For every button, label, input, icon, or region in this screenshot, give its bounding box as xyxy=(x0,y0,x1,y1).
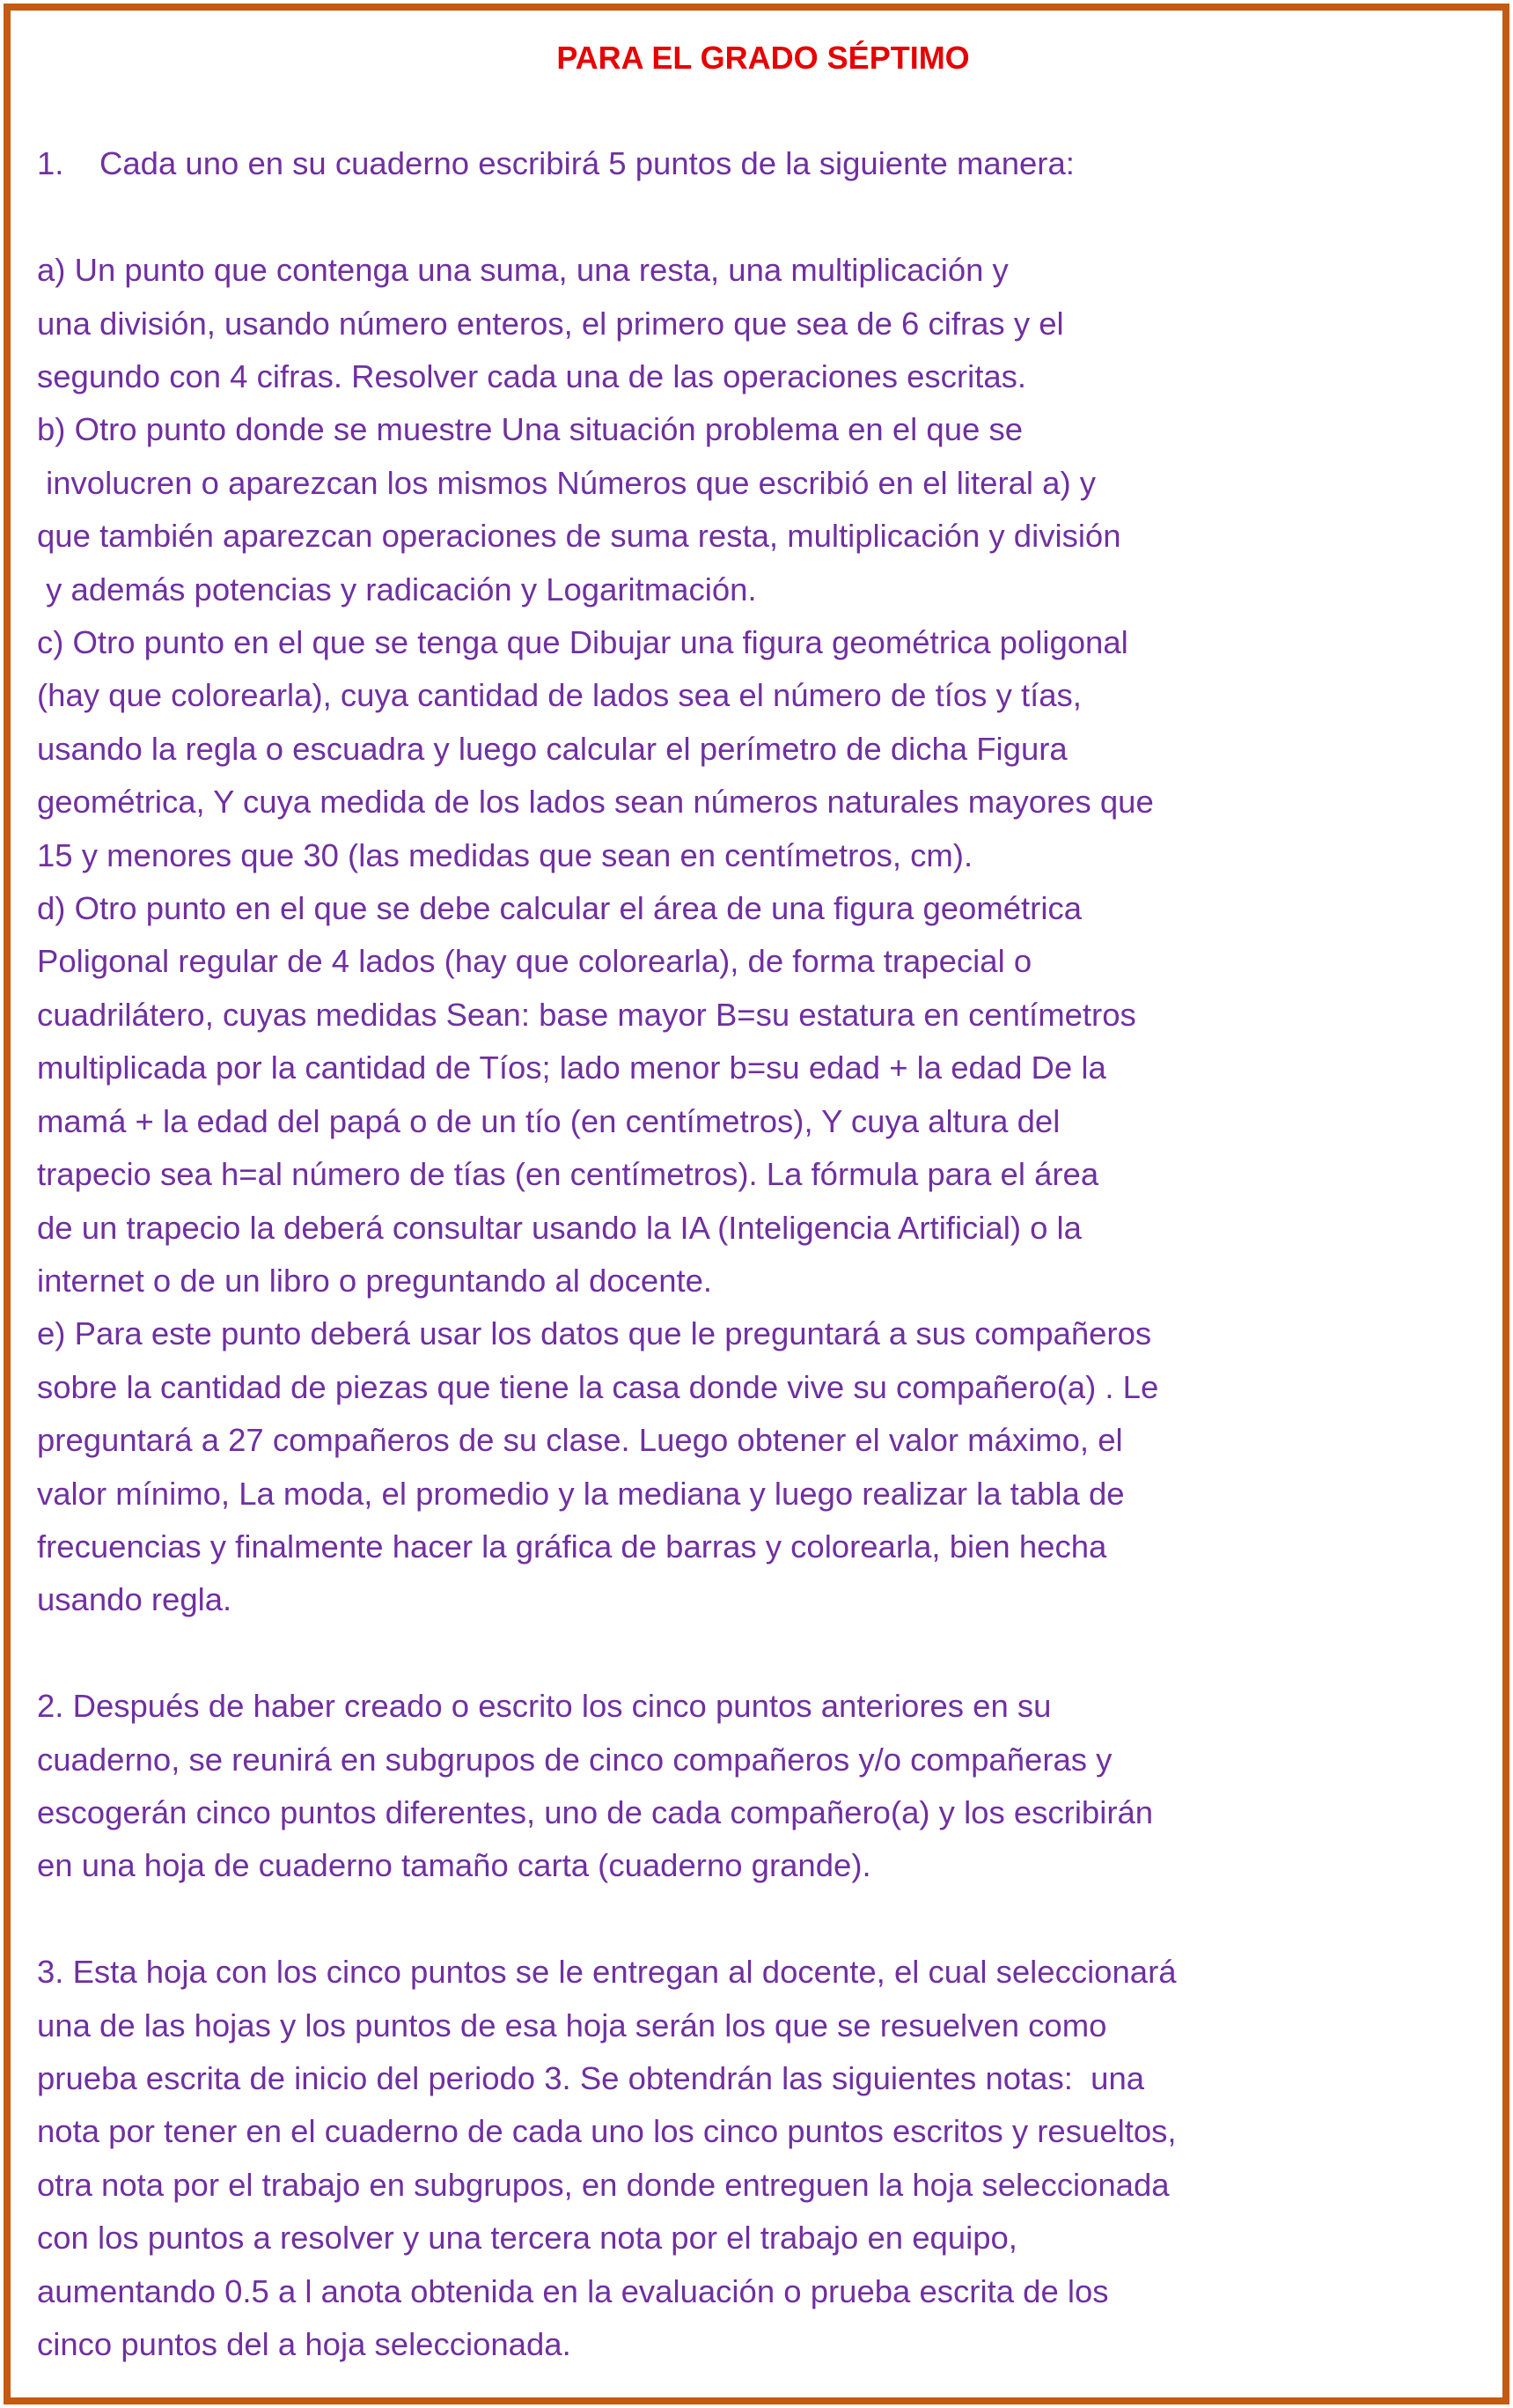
text-line: una de las hojas y los puntos de esa hoja serán los que se resuelven como xyxy=(37,2007,1107,2043)
text-line: en una hoja de cuaderno tamaño carta (cuaderno grande). xyxy=(37,1847,871,1884)
text-line: d) Otro punto en el que se debe calcular el área de una figura geométrica xyxy=(37,890,1082,927)
text-line: 2. Después de haber creado o escrito los cinco puntos anteriores en su xyxy=(37,1688,1052,1725)
spacer xyxy=(37,1627,1489,1680)
text-line: y además potencias y radicación y Logaritmación. xyxy=(37,571,757,608)
text-line: Poligonal regular de 4 lados (hay que colorearla), de forma trapecial o xyxy=(37,943,1032,980)
spacer xyxy=(37,85,1489,137)
item-1b xyxy=(37,403,1489,616)
document-frame xyxy=(4,4,1509,2404)
spacer xyxy=(37,191,1489,244)
document-body xyxy=(37,32,1489,2371)
text-line: b) Otro punto donde se muestre Una situación problema en el que se xyxy=(37,411,1024,448)
text-line: involucren o aparezcan los mismos Números que escribió en el literal a) y xyxy=(37,464,1097,501)
text-line: frecuencias y finalmente hacer la gráfica de barras y colorearla, bien hecha xyxy=(37,1528,1107,1565)
text-line: de un trapecio la deberá consultar usando la IA (Inteligencia Artificial) o la xyxy=(37,1209,1082,1246)
text-line: sobre la cantidad de piezas que tiene la casa donde vive su compañero(a) . Le xyxy=(37,1368,1159,1405)
text-line: c) Otro punto en el que se tenga que Dibujar una figura geométrica poligonal xyxy=(37,624,1128,661)
text-line: mamá + la edad del papá o de un tío (en centímetros), Y cuya altura del xyxy=(37,1102,1061,1139)
item-3 xyxy=(37,1946,1489,2371)
text-line: 3. Esta hoja con los cinco puntos se le entregan al docente, el cual seleccionará xyxy=(37,1954,1177,1991)
item-1c xyxy=(37,616,1489,882)
page-title: PARA EL GRADO SÉPTIMO xyxy=(556,40,970,76)
text-line: escogerán cinco puntos diferentes, uno de cada compañero(a) y los escribirán xyxy=(37,1793,1154,1830)
item-2 xyxy=(37,1680,1489,1893)
item-1d xyxy=(37,882,1489,1307)
text-line: usando la regla o escuadra y luego calcular el perímetro de dicha Figura xyxy=(37,730,1068,767)
text-line: otra nota por el trabajo en subgrupos, en donde entreguen la hoja seleccionada xyxy=(37,2166,1170,2203)
text-line: (hay que colorearla), cuya cantidad de lados sea el número de tíos y tías, xyxy=(37,677,1082,714)
text-line: nota por tener en el cuaderno de cada uno los cinco puntos escritos y resueltos, xyxy=(37,2113,1177,2150)
text-line: 15 y menores que 30 (las medidas que sean en centímetros, cm). xyxy=(37,836,973,873)
text-line: cuaderno, se reunirá en subgrupos de cinco compañeros y/o compañeras y xyxy=(37,1741,1113,1778)
text-line: segundo con 4 cifras. Resolver cada una de las operaciones escritas. xyxy=(37,358,1027,394)
spacer xyxy=(37,1893,1489,1946)
text-line: geométrica, Y cuya medida de los lados sean números naturales mayores que xyxy=(37,784,1154,821)
text-line: preguntará a 27 compañeros de su clase. Luego obtener el valor máximo, el xyxy=(37,1422,1123,1459)
text-line: cuadrilátero, cuyas medidas Sean: base mayor B=su estatura en centímetros xyxy=(37,996,1136,1033)
text-line: a) Un punto que contenga una suma, una resta, una multiplicación y xyxy=(37,252,1009,289)
item-1a xyxy=(37,244,1489,403)
text-line: que también aparezcan operaciones de suma resta, multiplicación y división xyxy=(37,518,1121,555)
text-line: con los puntos a resolver y una tercera nota por el trabajo en equipo, xyxy=(37,2220,1017,2257)
text-line: e) Para este punto deberá usar los datos que le preguntará a sus compañeros xyxy=(37,1315,1152,1352)
text-line: internet o de un libro o preguntando al docente. xyxy=(37,1262,713,1299)
item-1-heading: 1. Cada uno en su cuaderno escribirá 5 puntos de la siguiente manera: xyxy=(37,145,1075,182)
text-line: usando regla. xyxy=(37,1581,232,1618)
text-line: multiplicada por la cantidad de Tíos; lado menor b=su edad + la edad De la xyxy=(37,1049,1106,1086)
text-line: aumentando 0.5 a l anota obtenida en la evaluación o prueba escrita de los xyxy=(37,2272,1109,2309)
text-line: valor mínimo, La moda, el promedio y la mediana y luego realizar la tabla de xyxy=(37,1475,1125,1512)
text-line: prueba escrita de inicio del periodo 3. Se obtendrán las siguientes notas: una xyxy=(37,2059,1145,2096)
text-line: una división, usando número enteros, el primero que sea de 6 cifras y el xyxy=(37,305,1064,342)
text-line: trapecio sea h=al número de tías (en centímetros). La fórmula para el área xyxy=(37,1156,1099,1193)
text-line: cinco puntos del a hoja seleccionada. xyxy=(37,2326,571,2362)
item-1e xyxy=(37,1307,1489,1626)
